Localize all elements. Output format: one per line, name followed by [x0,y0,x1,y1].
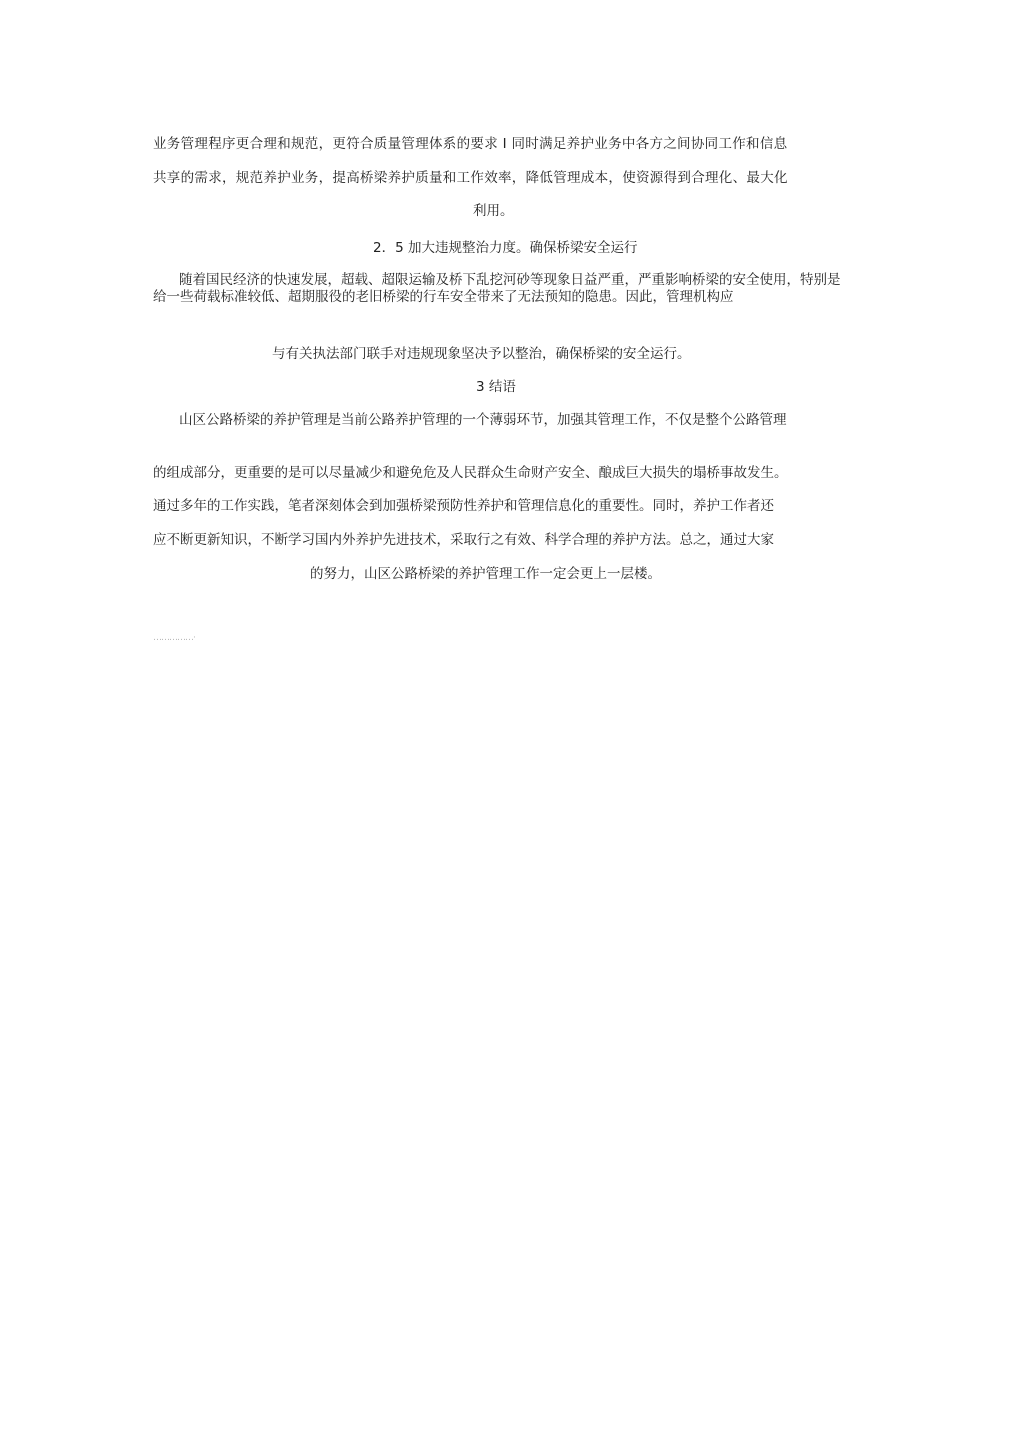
paragraph-2-line-4: 与有关执法部门联手对违规现象坚决予以整治，确保桥梁的安全运行。 [272,346,691,362]
paragraph-1-line-1: 业务管理程序更合理和规范，更符合质量管理体系的要求 I 同时满足养护业务中各方之间协同工作和信息 [153,136,788,152]
paragraph-1-line-3: 利用。 [473,203,514,219]
paragraph-3-line-6: 的努力，山区公路桥梁的养护管理工作一定会更上一层楼。 [310,566,661,582]
paragraph-3-line-3: 的组成部分，更重要的是可以尽量减少和避免危及人民群众生命财产安全、酿成巨大损失的塌桥事故发生。 [153,465,788,481]
paragraph-2-block: 随着国民经济的快速发展，超载、超限运输及桥下乱挖河砂等现象日益严重，严重影响桥梁的安全使用，特别是给一些荷载标准较低、超期服役的老旧桥梁的行车安全带来了无法预知的隐患。因此，管理机构应 [153,272,841,305]
section-heading-conclusion: 3 结语 [476,379,516,395]
section-heading-2-5: 2．5 加大违规整治力度。确保桥梁安全运行 [373,240,638,256]
footer-dotted-mark: ……………· [153,633,195,643]
paragraph-1-line-2: 共享的需求，规范养护业务，提高桥梁养护质量和工作效率，降低管理成本，使资源得到合理化、最大化 [153,170,788,186]
paragraph-3-block: 山区公路桥梁的养护管理是当前公路养护管理的一个薄弱环节，加强其管理工作，不仅是整个公路管理 [179,412,787,428]
paragraph-3-line-5: 应不断更新知识，不断学习国内外养护先进技术，采取行之有效、科学合理的养护方法。总之，通过大家 [153,532,774,548]
paragraph-3-line-4: 通过多年的工作实践，笔者深刻体会到加强桥梁预防性养护和管理信息化的重要性。同时，养护工作者还 [153,498,774,514]
